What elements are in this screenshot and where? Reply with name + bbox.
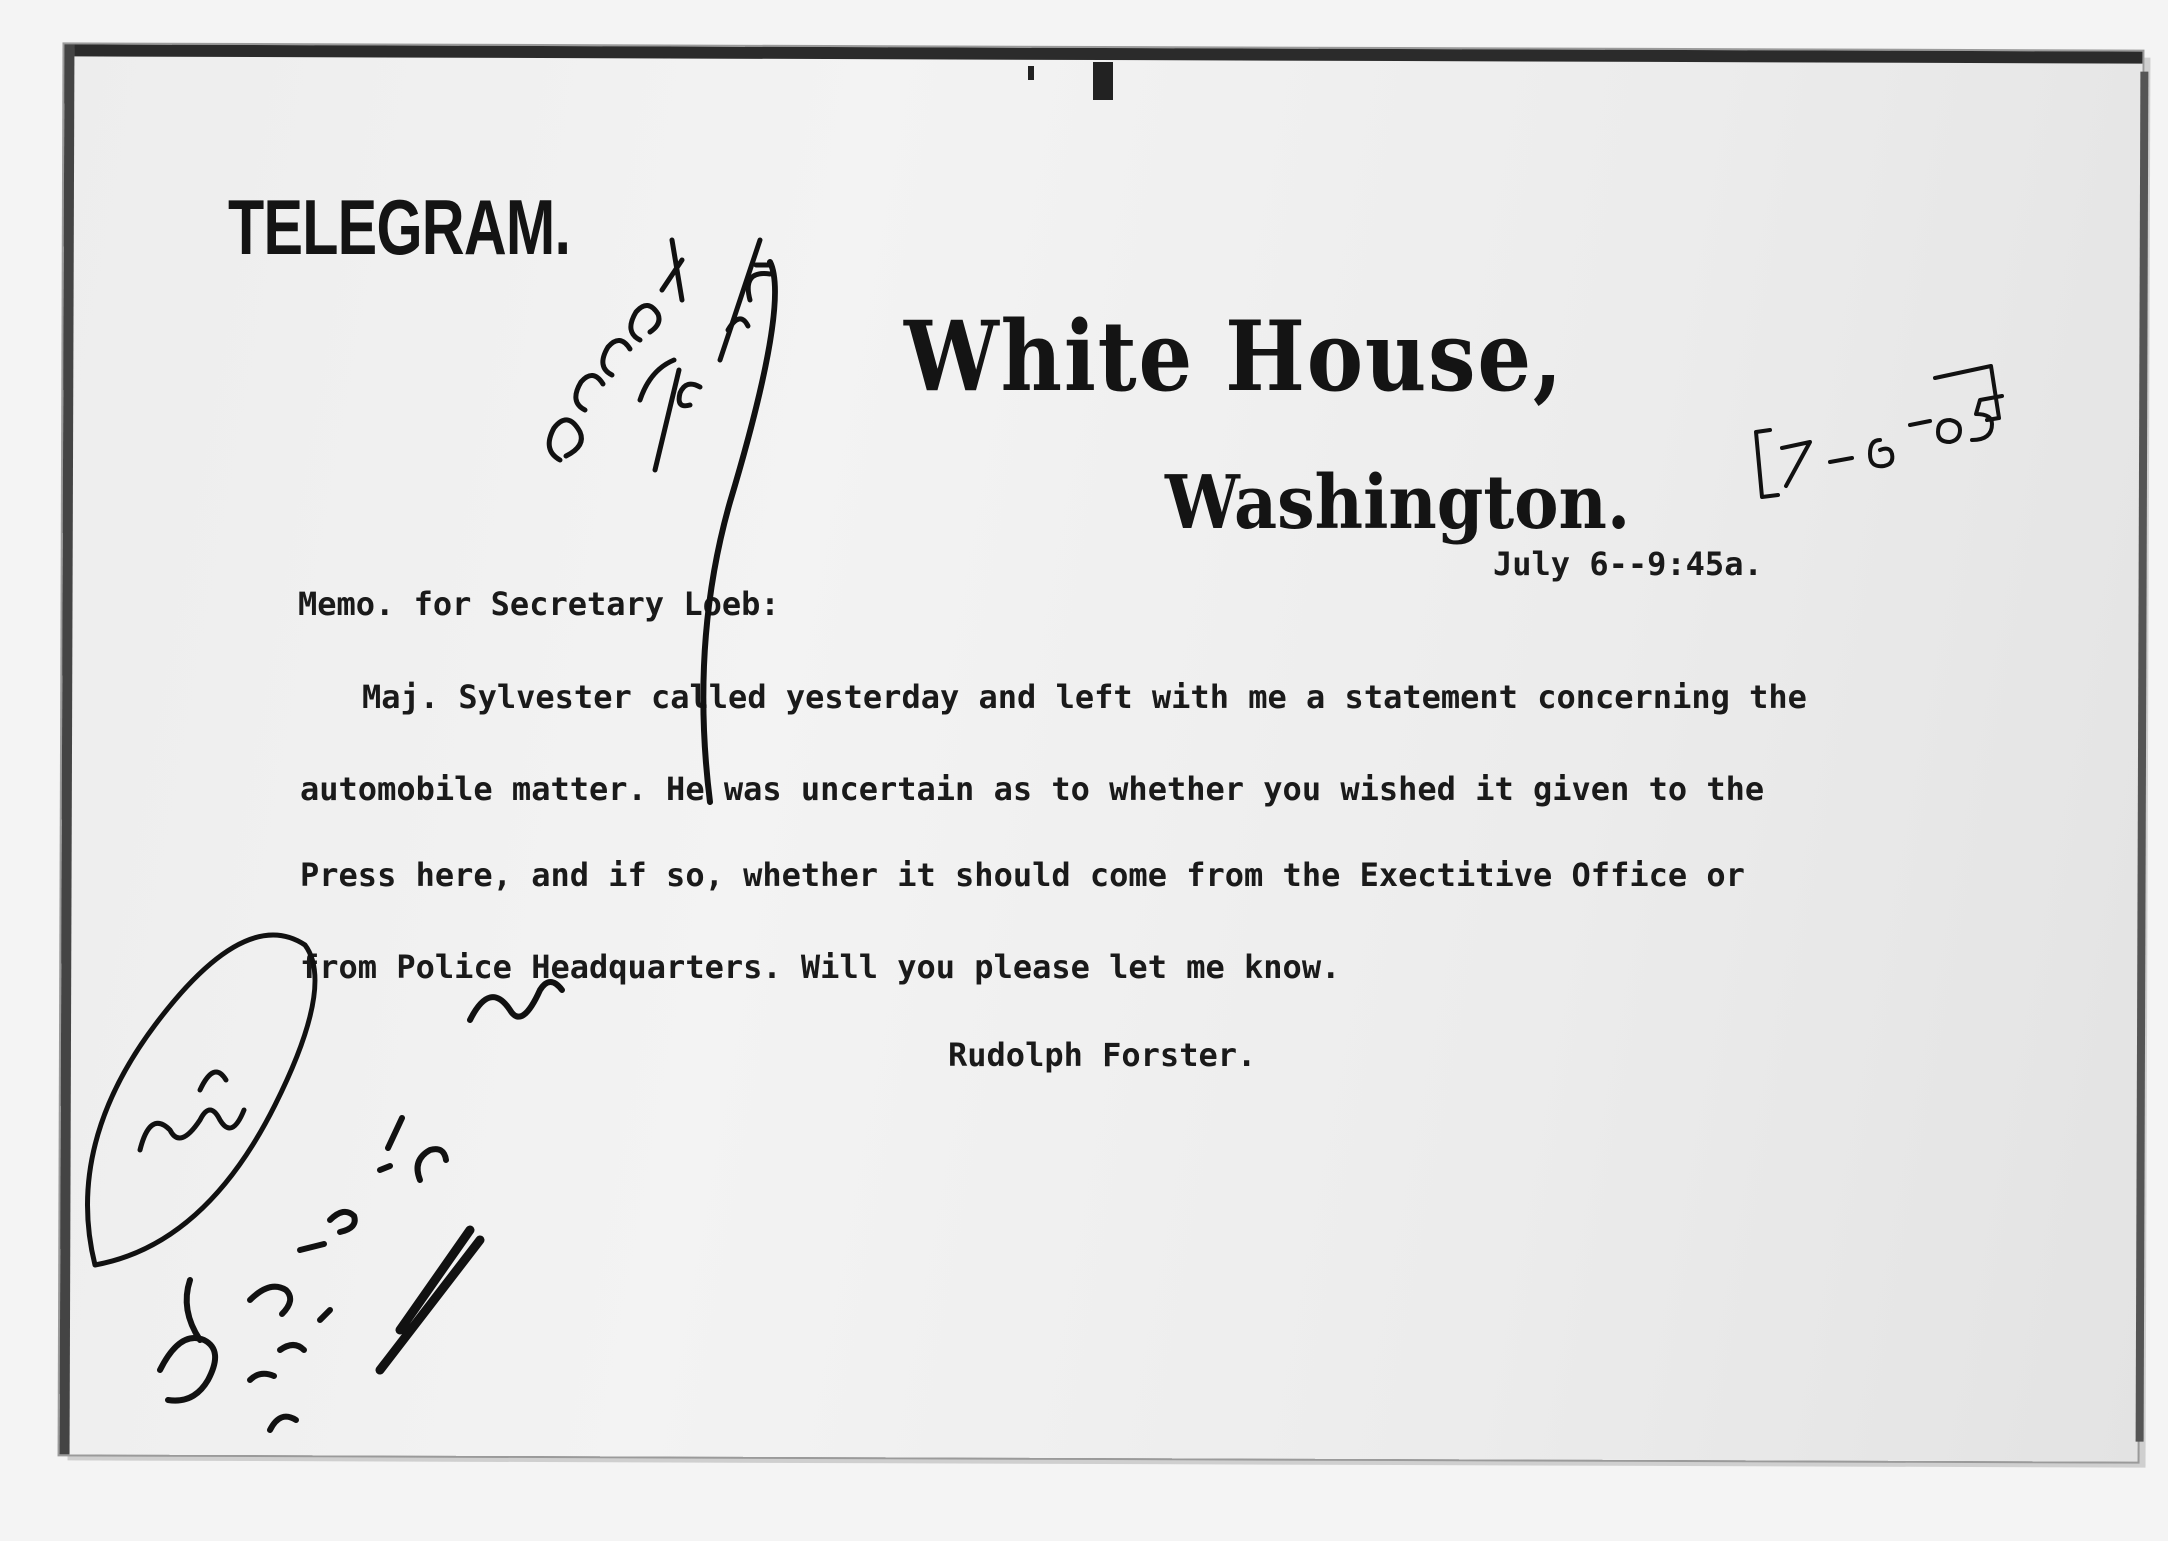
circled-scribble — [88, 935, 316, 1265]
body-line-1: Maj. Sylvester called yesterday and left with me a statement concerning the — [362, 678, 1807, 716]
pen-stroke-curve — [703, 262, 775, 802]
diagonal-pen-stroke — [380, 1230, 480, 1370]
margin-scribbles — [160, 982, 562, 1430]
body-line-4: from Police Headquarters. Will you please let me know. — [300, 948, 1341, 986]
salutation: Memo. for Secretary Loeb: — [298, 585, 780, 623]
letterhead-white-house: White House, — [904, 300, 1564, 413]
letterhead-city: Washington. — [1165, 460, 1631, 546]
dateline: July 6--9:45a. — [1493, 545, 1763, 583]
telegram-label: TELEGRAM. — [228, 183, 571, 271]
body-line-2: automobile matter. He was uncertain as to whether you wished it given to the — [300, 770, 1765, 808]
received-note — [549, 240, 770, 470]
signature: Rudolph Forster. — [948, 1036, 1257, 1074]
bracket-date — [1756, 366, 2002, 497]
body-line-3: Press here, and if so, whether it should come from the Exectitive Office or — [300, 856, 1745, 894]
